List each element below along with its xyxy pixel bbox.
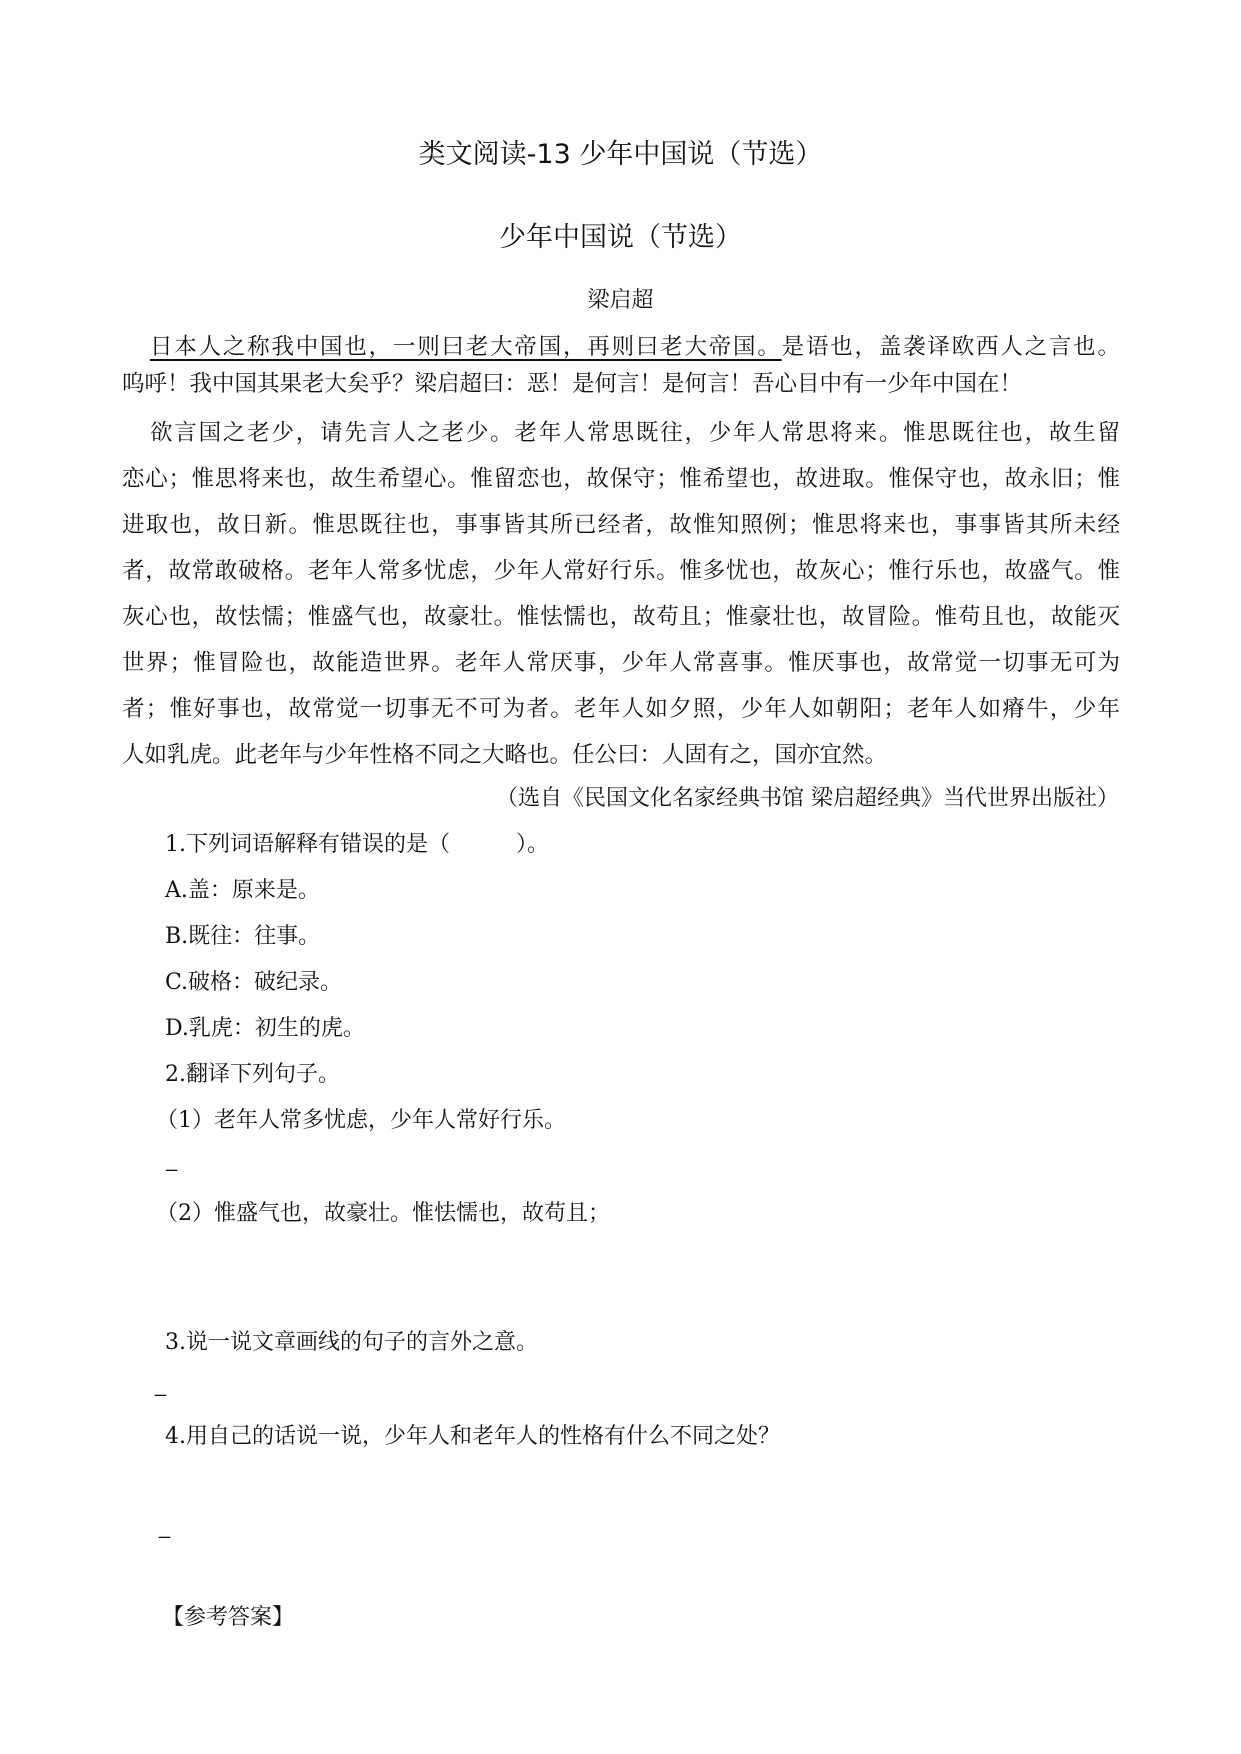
question-1-option-b: B.既往：往事。: [165, 924, 321, 949]
question-2-stem: 2.翻译下列句子。: [165, 1062, 340, 1087]
answer-heading: 【参考答案】: [162, 1605, 295, 1630]
passage-line: 欲言国之老少，请先言人之老少。老年人常思既往，少年人常思将来。惟思既往也，故生留: [150, 420, 1120, 446]
question-2-sentence-2: （2）惟盛气也，故豪壮。惟怯懦也，故苟且；: [156, 1201, 610, 1226]
passage-line: 恋心；惟思将来也，故生希望心。惟留恋也，故保守；惟希望也，故进取。惟保守也，故永旧；惟: [122, 466, 1120, 492]
passage-line: [150, 329, 1120, 361]
passage-line: 者；惟好事也，故常觉一切事无不可为者。老年人如夕照，少年人如朝阳；老年人如瘠牛，少年: [122, 696, 1120, 722]
passage-line: 世界；惟冒险也，故能造世界。老年人常厌事，少年人常喜事。惟厌事也，故常觉一切事无可为: [122, 650, 1120, 676]
passage-line: 呜呼！我中国其果老大矣乎？梁启超曰：恶！是何言！是何言！吾心目中有一少年中国在！: [122, 371, 1023, 397]
question-1-option-d: D.乳虎：初生的虎。: [165, 1016, 365, 1041]
question-4-stem: 4.用自己的话说一说，少年人和老年人的性格有什么不同之处？: [165, 1424, 780, 1449]
passage-title: 少年中国说（节选）: [499, 222, 742, 253]
passage-text: 是语也，盖袭译欧西人之言也。: [781, 334, 1120, 360]
passage-line: 灰心也，故怯懦；惟盛气也，故豪壮。惟怯懦也，故苟且；惟豪壮也，故冒险。惟苟且也，故能灭: [122, 604, 1120, 630]
passage-source: （选自《民国文化名家经典书馆 梁启超经典》当代世界出版社）: [496, 786, 1119, 811]
passage-line: 人如乳虎。此老年与少年性格不同之大略也。任公曰：人固有之，国亦宜然。: [122, 742, 888, 768]
answer-blank-mark: _: [159, 1517, 171, 1539]
question-3-stem: 3.说一说文章画线的句子的言外之意。: [165, 1330, 538, 1355]
answer-blank-mark: _: [155, 1375, 167, 1397]
passage-author: 梁启超: [587, 288, 654, 313]
passage-line: 进取也，故日新。惟思既往也，事事皆其所已经者，故惟知照例；惟思将来也，事事皆其所未经: [122, 512, 1120, 538]
underlined-sentence: 日本人之称我中国也，一则曰老大帝国，再则曰老大帝国。: [150, 334, 782, 360]
question-2-sentence-1: （1）老年人常多忧虑，少年人常好行乐。: [156, 1108, 566, 1133]
question-1-stem: 1.下列词语解释有错误的是（ ）。: [165, 832, 549, 857]
answer-blank-mark: _: [166, 1150, 178, 1172]
passage-line: 者，故常敢破格。老年人常多忧虑，少年人常好行乐。惟多忧也，故灰心；惟行乐也，故盛气。惟: [122, 558, 1120, 584]
document-title: 类文阅读-13 少年中国说（节选）: [418, 139, 823, 170]
question-1-option-c: C.破格：破纪录。: [165, 970, 343, 995]
question-1-option-a: A.盖：原来是。: [165, 878, 320, 903]
